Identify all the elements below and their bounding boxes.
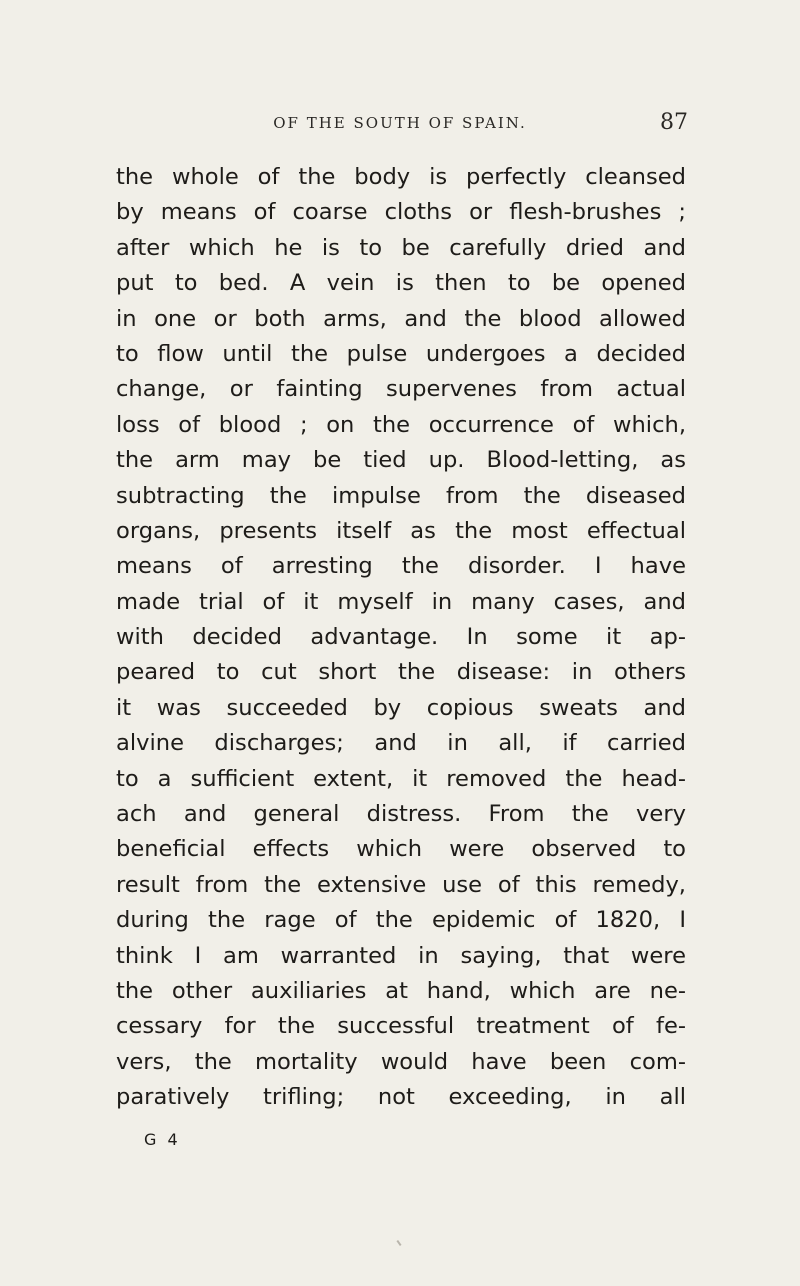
- text-line: organs, presents itself as the most effectual: [116, 517, 686, 544]
- text-line: the whole of the body is perfectly cleansed: [116, 164, 686, 190]
- text-line: the other auxiliaries at hand, which are ne-: [116, 977, 686, 1004]
- text-line: vers, the mortality would have been com-: [116, 1048, 686, 1075]
- text-line: think I am warranted in saying, that were: [116, 942, 686, 969]
- text-line: result from the extensive use of this remedy,: [116, 871, 686, 898]
- text-line: the arm may be tied up. Blood-letting, as: [116, 447, 686, 474]
- text-line: cessary for the successful treatment of fe-: [116, 1013, 686, 1040]
- signature-mark: G 4: [144, 1130, 181, 1149]
- text-line: by means of coarse cloths or flesh-brushes ;: [116, 199, 686, 226]
- body-text: [116, 160, 686, 1116]
- text-line: alvine discharges; and in all, if carried: [116, 730, 686, 757]
- text-line: subtracting the impulse from the diseased: [116, 482, 686, 509]
- text-line: in one or both arms, and the blood allowed: [116, 305, 686, 332]
- text-line: made trial of it myself in many cases, and: [116, 588, 686, 615]
- text-line: during the rage of the epidemic of 1820, I: [116, 907, 686, 934]
- text-line: ach and general distress. From the very: [116, 801, 686, 828]
- running-head: [112, 110, 688, 140]
- text-line: peared to cut short the disease: in others: [116, 659, 686, 686]
- page-number: 87: [660, 110, 688, 135]
- running-title: OF THE SOUTH OF SPAIN.: [273, 114, 527, 132]
- text-line: to a sufficient extent, it removed the head-: [116, 765, 686, 792]
- text-line: it was succeeded by copious sweats and: [116, 694, 686, 721]
- text-line: with decided advantage. In some it ap-: [116, 624, 686, 651]
- paper-speck: [396, 1240, 401, 1246]
- text-line: loss of blood ; on the occurrence of which,: [116, 411, 686, 438]
- text-line: change, or fainting supervenes from actual: [116, 376, 686, 403]
- text-line: put to bed. A vein is then to be opened: [116, 270, 686, 297]
- text-line: beneficial effects which were observed to: [116, 836, 686, 863]
- text-line: after which he is to be carefully dried and: [116, 234, 686, 261]
- text-line: paratively trifling; not exceeding, in all: [116, 1084, 686, 1111]
- text-line: to flow until the pulse undergoes a decided: [116, 340, 686, 367]
- text-line: means of arresting the disorder. I have: [116, 553, 686, 580]
